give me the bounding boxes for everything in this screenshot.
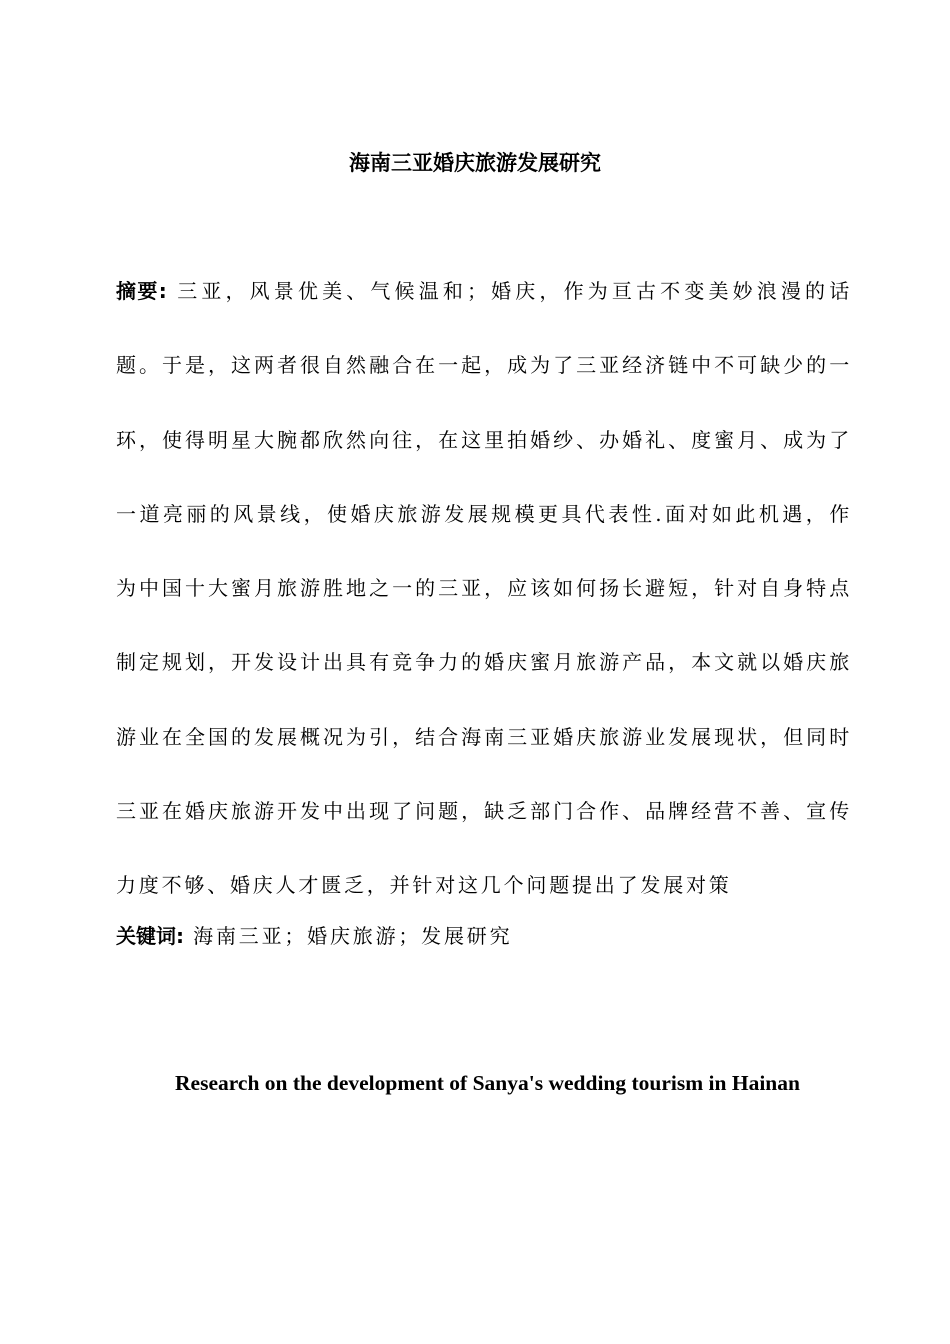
keywords-text: 海南三亚；婚庆旅游；发展研究 xyxy=(193,924,513,948)
keywords-label: 关键词: xyxy=(116,924,184,948)
abstract-text: 三亚，风景优美、气候温和；婚庆，作为亘古不变美妙浪漫的话题。于是，这两者很自然融合在一起，成为了三亚经济链中不可缺少的一环，使得明星大腕都欣然向往，在这里拍婚纱、办婚礼、度蜜月、成为了一道亮丽的风景线，使婚庆旅游发展规模更具代表性.面对如此机遇，作为中国十大蜜月旅游胜地之一的三亚，应该如何扬长避短，针对自身特点制定规划，开发设计出具有竞争力的婚庆蜜月旅游产品，本文就以婚庆旅游业在全国的发展概况为引，结合海南三亚婚庆旅游业发展现状，但同时三亚在婚庆旅游开发中出现了问题，缺乏部门合作、品牌经营不善、宣传力度不够、婚庆人才匮乏，并针对这几个问题提出了发展对策 xyxy=(116,279,852,898)
chinese-title: 海南三亚婚庆旅游发展研究 xyxy=(349,151,601,175)
abstract-paragraph xyxy=(116,254,852,923)
keywords-line xyxy=(116,916,852,956)
abstract-label: 摘要: xyxy=(116,279,167,303)
english-title: Research on the development of Sanya's wedding tourism in Hainan xyxy=(175,1071,800,1095)
